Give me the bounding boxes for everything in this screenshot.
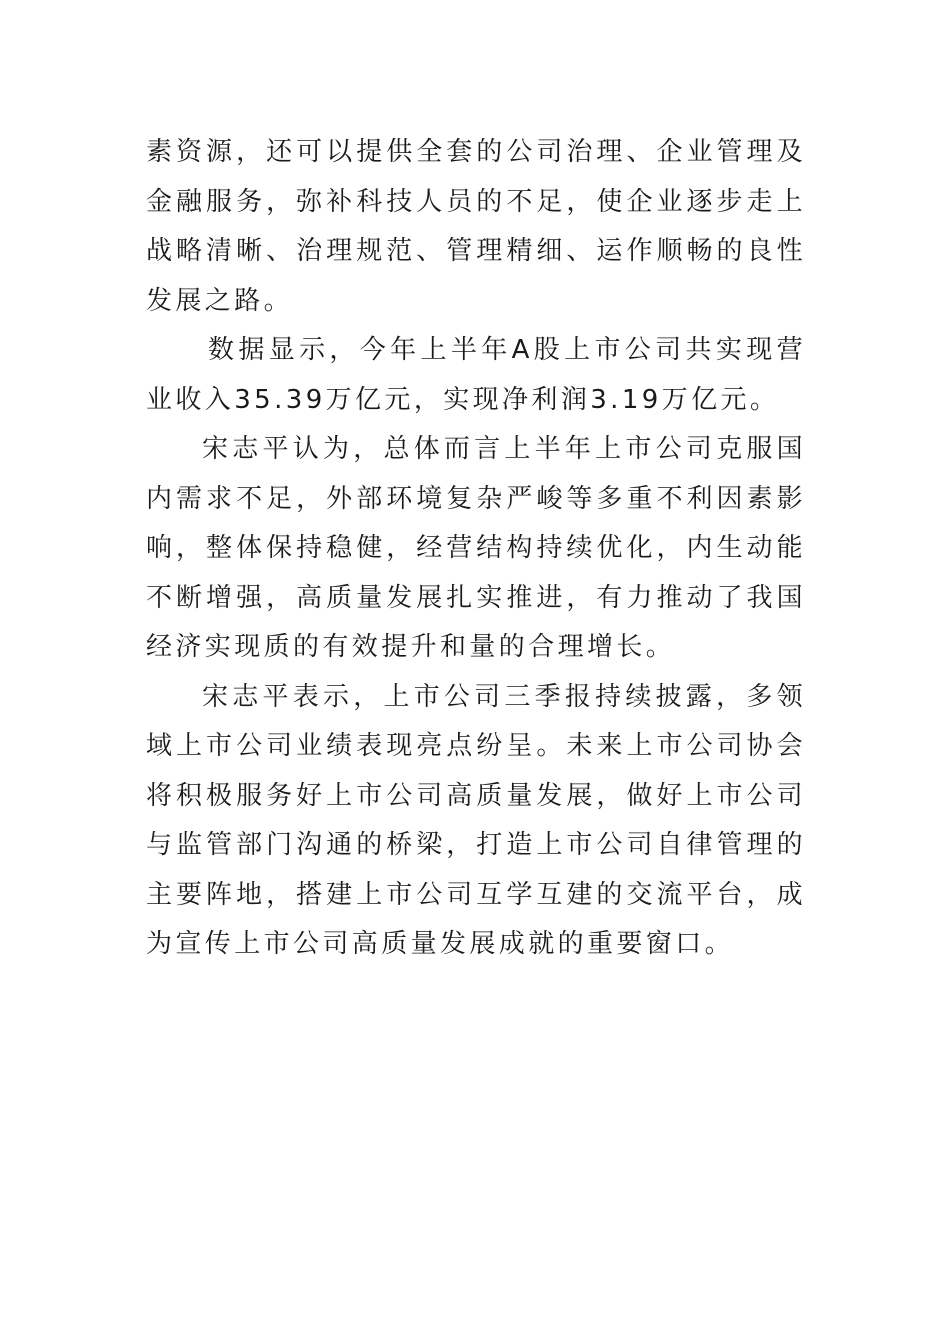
- paragraph-revenue-data: 数据显示，今年上半年A股上市公司共实现营业收入35.39万亿元，实现净利润3.19万亿元。: [146, 335, 806, 415]
- document-body: [146, 128, 806, 970]
- paragraph-song-zhiping-statement: 宋志平表示，上市公司三季报持续披露，多领域上市公司业绩表现亮点纷呈。未来上市公司协会将积极服务好上市公司高质量发展，做好上市公司与监管部门沟通的桥梁，打造上市公司自律管理的主要阵地，搭建上市公司互学互建的交流平台，成为宣传上市公司高质量发展成就的重要窗口。: [146, 681, 806, 959]
- paragraph-song-zhiping-view: 宋志平认为，总体而言上半年上市公司克服国内需求不足，外部环境复杂严峻等多重不利因素影响，整体保持稳健，经营结构持续优化，内生动能不断增强，高质量发展扎实推进，有力推动了我国经济实现质的有效提升和量的合理增长。: [146, 434, 806, 662]
- paragraph-continuation: 素资源，还可以提供全套的公司治理、企业管理及金融服务，弥补科技人员的不足，使企业逐步走上战略清晰、治理规范、管理精细、运作顺畅的良性发展之路。: [146, 137, 806, 316]
